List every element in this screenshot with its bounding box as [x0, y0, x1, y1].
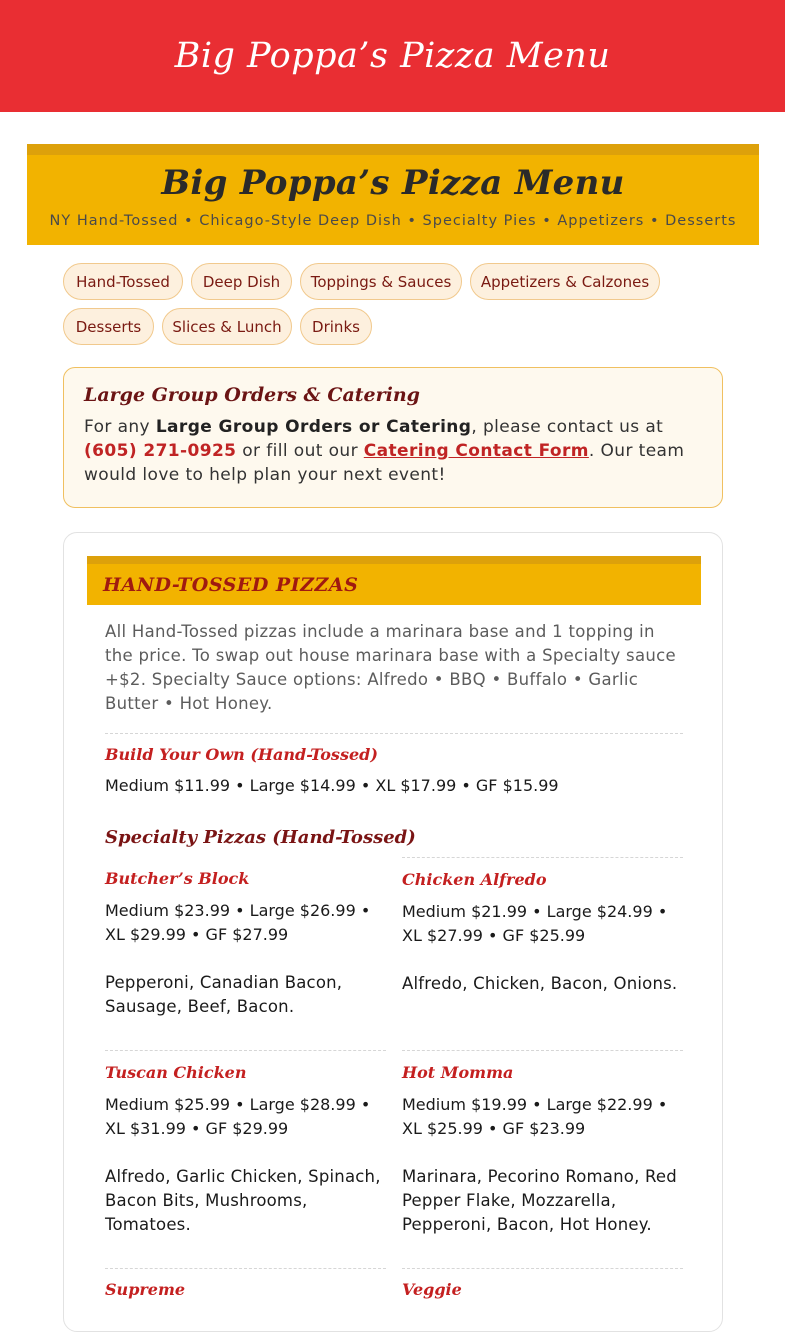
catering-bold: Large Group Orders or Catering [155, 417, 472, 437]
divider [105, 1050, 386, 1051]
item-price: Medium $23.99 • Large $26.99 • XL $29.99 • GF $27.99 [105, 901, 371, 944]
item-title: Supreme [105, 1280, 186, 1299]
nav-pill-slices-lunch[interactable]: Slices & Lunch [162, 308, 292, 345]
section-title: HAND-TOSSED PIZZAS [103, 573, 359, 596]
section-header [87, 556, 701, 605]
item-description: Alfredo, Garlic Chicken, Spinach, Bacon Bits, Mushrooms, Tomatoes. [105, 1167, 381, 1234]
item-description: Marinara, Pecorino Romano, Red Pepper Flake, Mozzarella, Pepperoni, Bacon, Hot Honey. [402, 1167, 677, 1234]
catering-text-part: For any [84, 417, 156, 437]
item-title: Butcher’s Block [105, 869, 250, 888]
site-title: Big Poppa’s Pizza Menu [174, 36, 611, 76]
nav-pill-toppings-sauces[interactable]: Toppings & Sauces [300, 263, 462, 300]
item-price: Medium $19.99 • Large $22.99 • XL $25.99 • GF $23.99 [402, 1095, 668, 1138]
item-title: Tuscan Chicken [105, 1063, 247, 1082]
menu-tagline: NY Hand-Tossed • Chicago-Style Deep Dish • Specialty Pies • Appetizers • Desserts [49, 213, 737, 229]
hand-tossed-section [63, 532, 723, 1332]
item-price: Medium $21.99 • Large $24.99 • XL $27.99 • GF $25.99 [402, 902, 668, 945]
catering-title: Large Group Orders & Catering [84, 384, 420, 406]
byo-price: Medium $11.99 • Large $14.99 • XL $17.99 • GF $15.99 [105, 776, 559, 795]
nav-pill-drinks[interactable]: Drinks [300, 308, 372, 345]
byo-title: Build Your Own (Hand-Tossed) [105, 745, 378, 764]
menu-title: Big Poppa’s Pizza Menu [161, 163, 625, 203]
item-price: Medium $25.99 • Large $28.99 • XL $31.99 • GF $29.99 [105, 1095, 371, 1138]
catering-text-part: , please contact us at [471, 417, 664, 437]
catering-form-link[interactable]: Catering Contact Form [363, 441, 589, 461]
catering-text-part: or fill out our [236, 441, 364, 461]
menu-hero [27, 144, 759, 245]
catering-notice [63, 367, 723, 508]
top-banner [0, 0, 785, 112]
item-title: Hot Momma [402, 1063, 514, 1082]
divider [402, 857, 683, 858]
nav-pill-deep-dish[interactable]: Deep Dish [191, 263, 292, 300]
catering-text-part: . Our team would love to help plan your next event! [84, 441, 685, 485]
item-description: Alfredo, Chicken, Bacon, Onions. [402, 974, 678, 993]
specialty-heading: Specialty Pizzas (Hand-Tossed) [105, 827, 416, 848]
divider [105, 733, 683, 734]
divider [402, 1268, 683, 1269]
section-description: All Hand-Tossed pizzas include a marinara base and 1 topping in the price. To swap out house marinara base with a Specialty sauce +$2. Specialty Sauce options: Alfredo • BBQ • Buffalo • Garlic Butter • Hot Honey. [105, 622, 676, 713]
divider [105, 1268, 386, 1269]
item-title: Veggie [402, 1280, 462, 1299]
catering-text [84, 415, 702, 487]
nav-pill-appetizers-calzones[interactable]: Appetizers & Calzones [470, 263, 660, 300]
item-description: Pepperoni, Canadian Bacon, Sausage, Beef, Bacon. [105, 973, 343, 1016]
item-title: Chicken Alfredo [402, 870, 547, 889]
divider [402, 1050, 683, 1051]
nav-pill-hand-tossed[interactable]: Hand-Tossed [63, 263, 183, 300]
catering-phone-link[interactable]: (605) 271-0925 [84, 441, 237, 461]
nav-pill-desserts[interactable]: Desserts [63, 308, 154, 345]
